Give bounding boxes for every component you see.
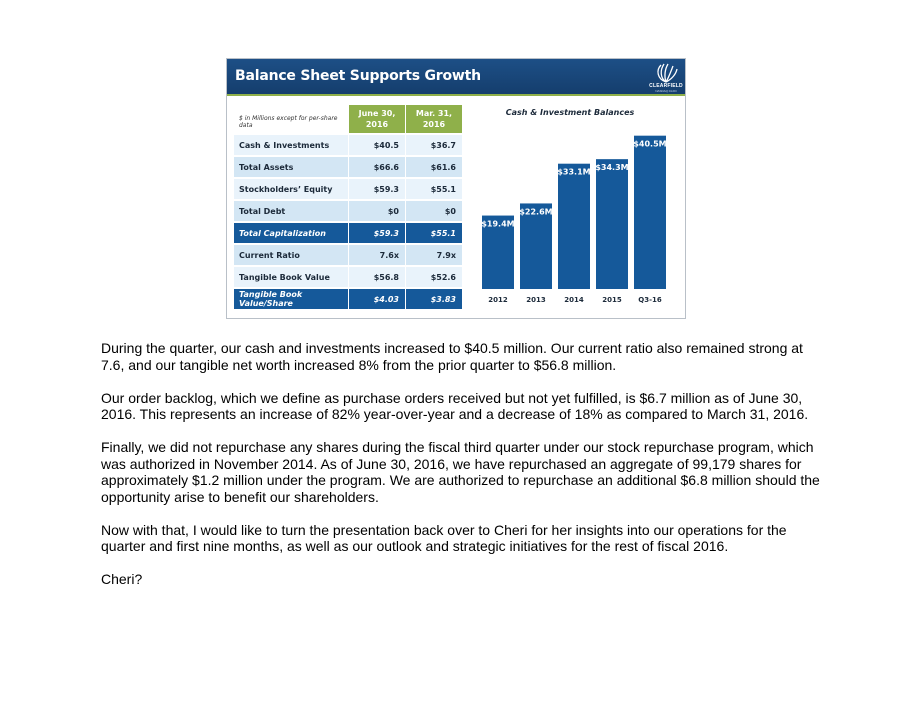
paragraph: Our order backlog, which we define as purchase orders received but not yet fulfilled, is $6.7 million as of June 30, 2016. This represents an increase of 82% year-over-year and a decrease of 18% as compared to March 31, 2016. bbox=[101, 389, 809, 422]
x-tick-label: Q3-16 bbox=[638, 296, 662, 304]
table-row-highlight bbox=[234, 223, 462, 243]
cell-june: 7.6x bbox=[348, 245, 405, 265]
bar-2015 bbox=[596, 159, 628, 289]
data-label: $22.6M bbox=[519, 207, 553, 217]
row-label: Total Capitalization bbox=[234, 223, 348, 243]
table-row bbox=[234, 245, 462, 265]
table-row bbox=[234, 135, 462, 155]
table-row bbox=[234, 201, 462, 221]
x-tick-label: 2012 bbox=[488, 296, 508, 304]
table-units-note: $ in Millions except for per-share data bbox=[234, 105, 348, 133]
bar-2014 bbox=[558, 164, 590, 289]
cell-march: 7.9x bbox=[405, 245, 462, 265]
cell-march: $36.7 bbox=[405, 135, 462, 155]
row-label: Cash & Investments bbox=[234, 135, 348, 155]
column-header-june: June 30, 2016 bbox=[348, 105, 405, 133]
slide bbox=[226, 58, 686, 319]
table-header-row bbox=[234, 105, 462, 133]
table-row bbox=[234, 157, 462, 177]
row-label: Total Debt bbox=[234, 201, 348, 221]
cell-june: $56.8 bbox=[348, 267, 405, 287]
row-label: Tangible Book Value bbox=[234, 267, 348, 287]
logo-wordmark: CLEARFIELD bbox=[649, 83, 683, 89]
slide-header bbox=[227, 59, 685, 94]
x-tick-label: 2014 bbox=[564, 296, 584, 304]
slide-title: Balance Sheet Supports Growth bbox=[235, 68, 481, 84]
cell-march: $61.6 bbox=[405, 157, 462, 177]
data-label: $33.1M bbox=[557, 167, 591, 177]
cell-june: $59.3 bbox=[348, 223, 405, 243]
cell-june: $4.03 bbox=[348, 289, 405, 309]
column-header-march: Mar. 31, 2016 bbox=[405, 105, 462, 133]
data-label: $40.5M bbox=[633, 139, 667, 149]
x-tick-label: 2015 bbox=[602, 296, 622, 304]
row-label: Tangible Book Value/Share bbox=[234, 289, 348, 309]
cell-june: $40.5 bbox=[348, 135, 405, 155]
row-label: Current Ratio bbox=[234, 245, 348, 265]
logo-ticker: NASDAQ:CLFD bbox=[655, 89, 677, 93]
bar-Q3-16 bbox=[634, 136, 666, 289]
paragraph: Now with that, I would like to turn the presentation back over to Cheri for her insights into our operations for the quarter and first nine months, as well as our outlook and strategic initiatives for the rest of fiscal 2016. bbox=[101, 521, 787, 554]
cell-march: $55.1 bbox=[405, 223, 462, 243]
cell-march: $3.83 bbox=[405, 289, 462, 309]
cell-march: $52.6 bbox=[405, 267, 462, 287]
paragraph: During the quarter, our cash and investments increased to $40.5 million. Our current ratio also remained strong at 7.6, and our tangible net worth increased 8% from the prior quarter to $56.8 million. bbox=[101, 340, 803, 373]
chart-title: Cash & Investment Balances bbox=[505, 108, 635, 117]
data-label: $34.3M bbox=[595, 163, 629, 173]
cell-june: $59.3 bbox=[348, 179, 405, 199]
table-row bbox=[234, 267, 462, 287]
cell-march: $55.1 bbox=[405, 179, 462, 199]
x-tick-label: 2013 bbox=[526, 296, 546, 304]
table-row-highlight bbox=[234, 289, 462, 309]
body-text bbox=[101, 340, 821, 604]
cell-march: $0 bbox=[405, 201, 462, 221]
paragraph: Cheri? bbox=[101, 571, 143, 587]
data-label: $19.4M bbox=[481, 219, 515, 229]
cell-june: $66.6 bbox=[348, 157, 405, 177]
cell-june: $0 bbox=[348, 201, 405, 221]
row-label: Stockholders’ Equity bbox=[234, 179, 348, 199]
paragraph: Finally, we did not repurchase any shares during the fiscal third quarter under our stock repurchase program, which was authorized in November 2014. As of June 30, 2016, we have repurchased an aggregate of 99,179 shares for approximately $1.2 million under the program. We are authorized to repurchase an additional $6.8 million should the opportunity arise to benefit our shareholders. bbox=[101, 439, 820, 505]
table-row bbox=[234, 179, 462, 199]
balance-sheet-table bbox=[234, 103, 462, 311]
row-label: Total Assets bbox=[234, 157, 348, 177]
cash-investment-bar-chart bbox=[479, 125, 669, 315]
header-rule bbox=[227, 94, 685, 96]
